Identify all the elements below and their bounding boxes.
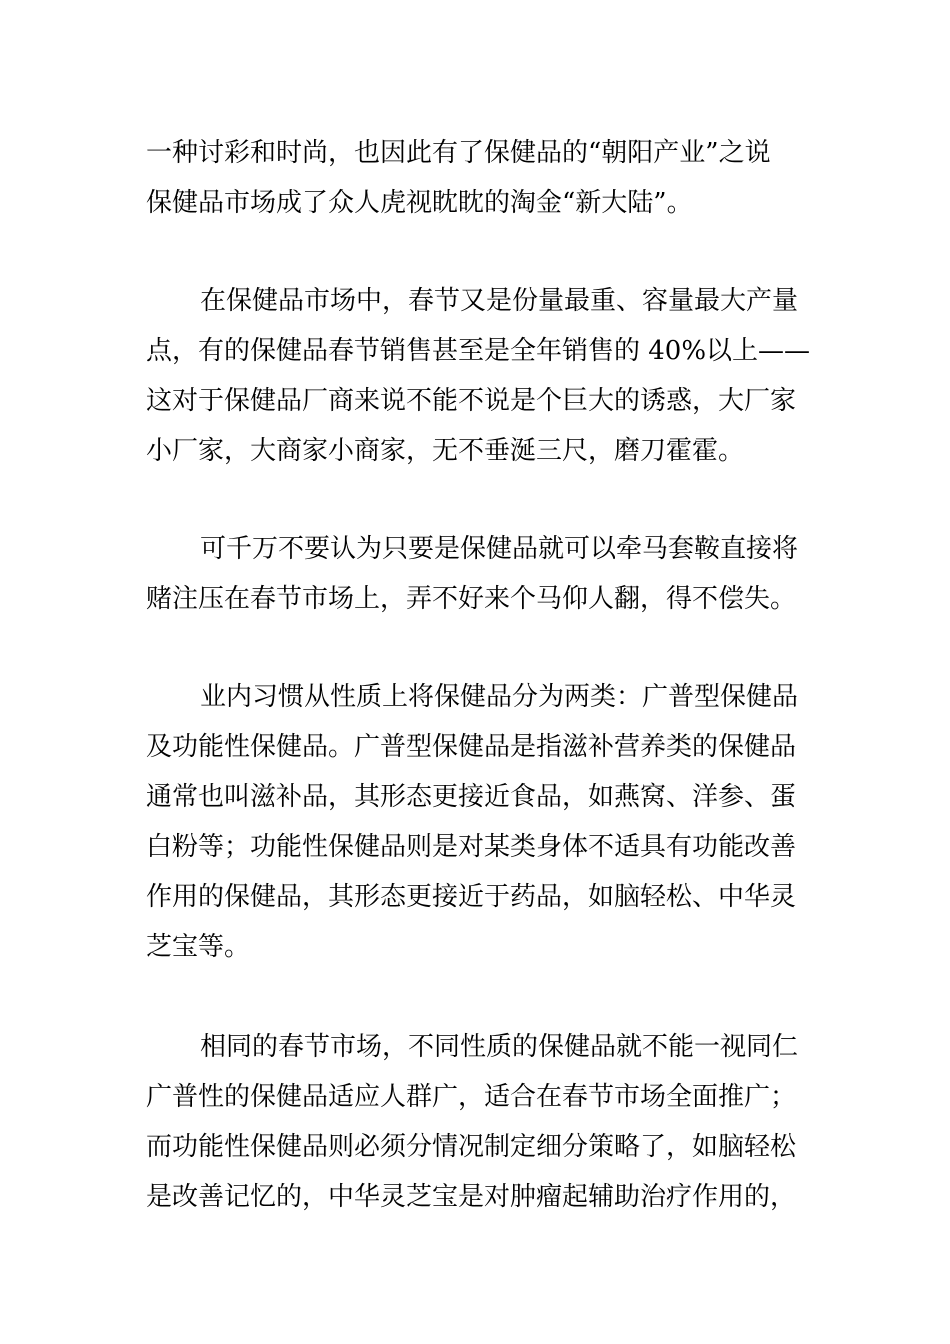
paragraph-line: 在保健品市场中，春节又是份量最重、容量最大产量 <box>200 286 799 316</box>
paragraph-line: 小厂家，大商家小商家，无不垂涎三尺，磨刀霍霍。 <box>146 436 745 466</box>
paragraph-1 <box>146 128 811 228</box>
paragraph-line: 业内习惯从性质上将保健品分为两类：广普型保健品 <box>200 682 799 712</box>
paragraph-line: 点，有的保健品春节销售甚至是全年销售的 40%以上—— <box>146 336 811 366</box>
paragraph-line: 白粉等；功能性保健品则是对某类身体不适具有功能改善 <box>146 832 797 862</box>
paragraph-line: 保健品市场成了众人虎视眈眈的淘金“新大陆”。 <box>146 188 693 218</box>
paragraph-line: 及功能性保健品。广普型保健品是指滋补营养类的保健品 <box>146 732 797 762</box>
paragraph-line: 作用的保健品，其形态更接近于药品，如脑轻松、中华灵 <box>146 882 797 912</box>
paragraph-line: 这对于保健品厂商来说不能不说是个巨大的诱惑，大厂家 <box>146 386 797 416</box>
paragraph-line: 可千万不要认为只要是保健品就可以牵马套鞍直接将 <box>200 534 799 564</box>
paragraph-line: 而功能性保健品则必须分情况制定细分策略了，如脑轻松 <box>146 1132 797 1162</box>
paragraph-line: 广普性的保健品适应人群广，适合在春节市场全面推广； <box>146 1082 797 1112</box>
paragraph-line: 通常也叫滋补品，其形态更接近食品，如燕窝、洋参、蛋 <box>146 782 797 812</box>
paragraph-line: 相同的春节市场，不同性质的保健品就不能一视同仁 <box>200 1032 799 1062</box>
paragraph-4 <box>146 672 811 972</box>
paragraph-line: 是改善记忆的，中华灵芝宝是对肿瘤起辅助治疗作用的， <box>146 1182 797 1212</box>
paragraph-5 <box>146 1022 811 1222</box>
paragraph-line: 芝宝等。 <box>146 932 251 962</box>
paragraph-3 <box>146 524 811 624</box>
paragraph-line: 赌注压在春节市场上，弄不好来个马仰人翻，得不偿失。 <box>146 584 797 614</box>
paragraph-line: 一种讨彩和时尚，也因此有了保健品的“朝阳产业”之说 <box>146 138 771 168</box>
paragraph-2 <box>146 276 811 476</box>
